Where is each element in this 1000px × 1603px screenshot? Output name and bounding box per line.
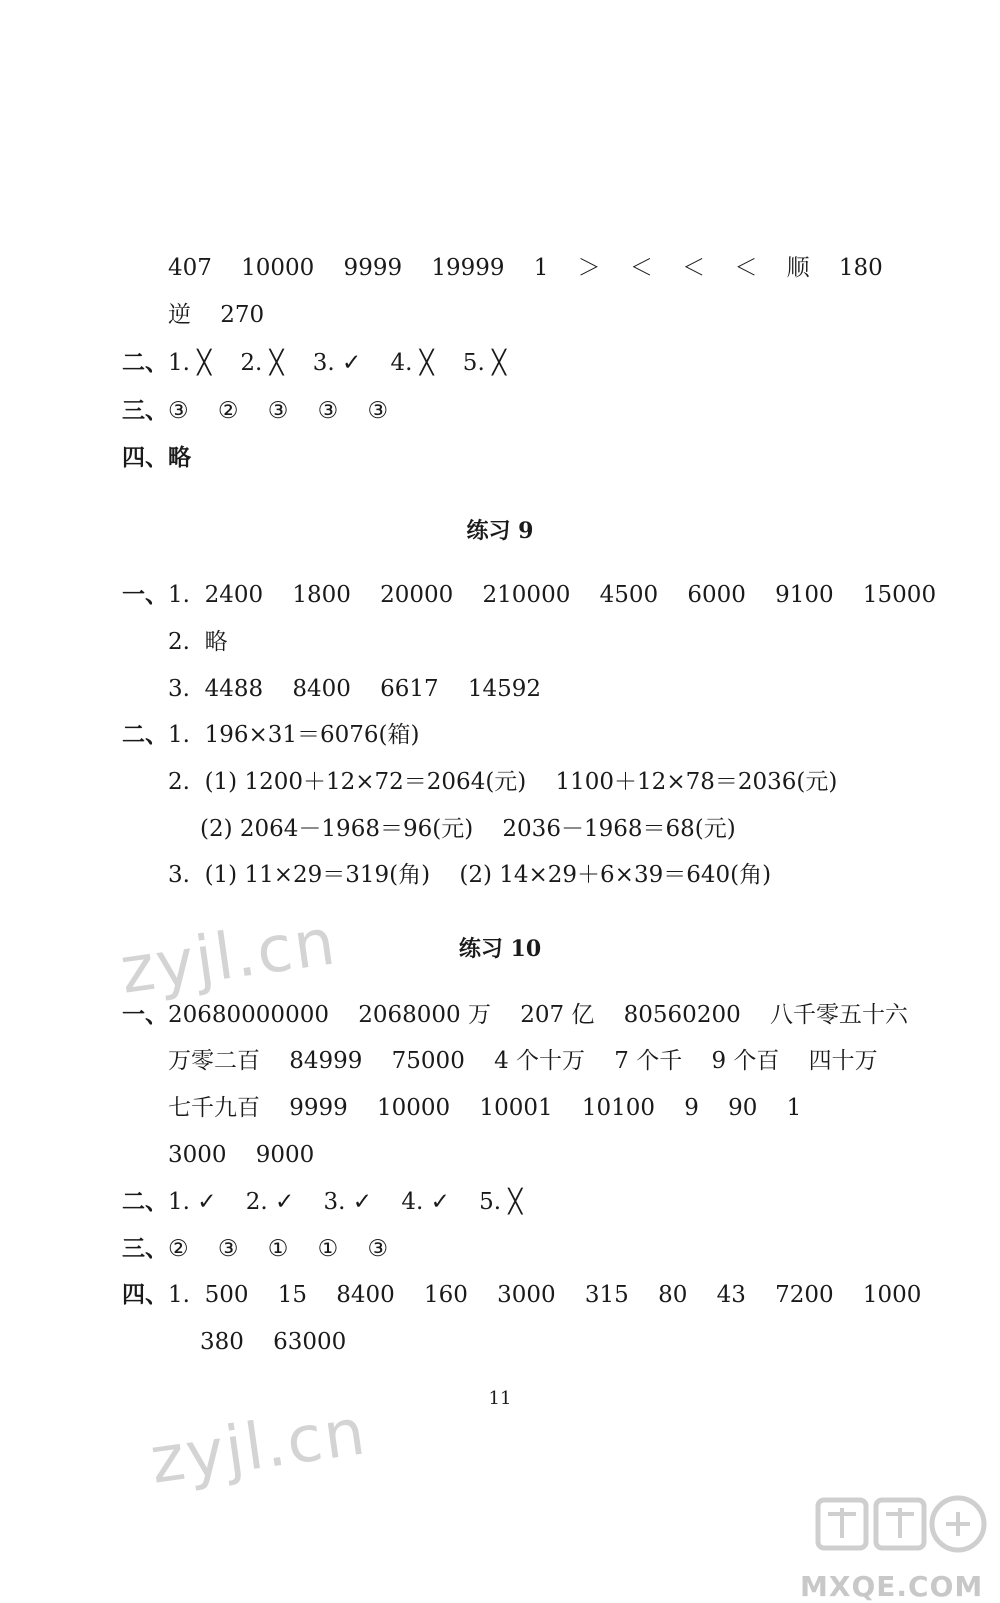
watermark: zyjl.cn: [115, 905, 342, 1009]
answer-line: 1. ╳ 2. ╳ 3. ✓ 4. ╳ 5. ╳: [168, 350, 506, 376]
answer-line: 1. ✓ 2. ✓ 3. ✓ 4. ✓ 5. ╳: [168, 1189, 523, 1215]
answer-line: 逆 270: [168, 302, 265, 328]
answer-line: 3000 9000: [168, 1142, 315, 1168]
answer-line: 20680000000 2068000 万 207 亿 80560200 八千零五十六: [168, 1002, 908, 1028]
part-label: 二、: [122, 1188, 168, 1215]
answer-line: 1. 2400 1800 20000 210000 4500 6000 9100 15000: [168, 582, 937, 608]
part-label: 一、: [122, 581, 168, 608]
answer-line: 1. 196×31＝6076(箱): [168, 722, 420, 748]
part-label: 四、: [122, 444, 168, 471]
answer-line: (2) 2064－1968＝96(元) 2036－1968＝68(元): [200, 816, 736, 842]
section-title: 练习 10: [458, 936, 542, 962]
answer-line: 2. 略: [168, 629, 228, 655]
answer-line: 2. (1) 1200＋12×72＝2064(元) 1100＋12×78＝2036(元): [168, 769, 838, 795]
watermark: zyjl.cn: [145, 1395, 372, 1499]
answer-line: 略: [168, 444, 191, 471]
part-label: 三、: [122, 397, 168, 424]
answer-line: 万零二百 84999 75000 4 个十万 7 个千 9 个百 四十万: [168, 1048, 878, 1074]
answer-line: 1. 500 15 8400 160 3000 315 80 43 7200 1000: [168, 1282, 922, 1308]
answer-line: 3. 4488 8400 6617 14592: [168, 676, 542, 702]
answer-line: ③ ② ③ ③ ③: [168, 398, 389, 424]
answer-line: 七千九百 9999 10000 10001 10100 9 90 1: [168, 1095, 802, 1121]
answer-line: ② ③ ① ① ③: [168, 1236, 389, 1262]
part-label: 三、: [122, 1235, 168, 1262]
answer-line: 407 10000 9999 19999 1 ＞ ＜ ＜ ＜ 顺 180: [168, 255, 883, 281]
page-number: 11: [488, 1388, 512, 1409]
part-label: 二、: [122, 349, 168, 376]
part-label: 四、: [122, 1281, 168, 1308]
part-label: 一、: [122, 1001, 168, 1028]
answer-line: 380 63000: [200, 1329, 347, 1355]
section-title: 练习 9: [466, 518, 534, 544]
part-label: 二、: [122, 721, 168, 748]
answer-line: 3. (1) 11×29＝319(角) (2) 14×29＋6×39＝640(角): [168, 862, 772, 888]
logo-text: MXQE.COM: [800, 1570, 984, 1603]
